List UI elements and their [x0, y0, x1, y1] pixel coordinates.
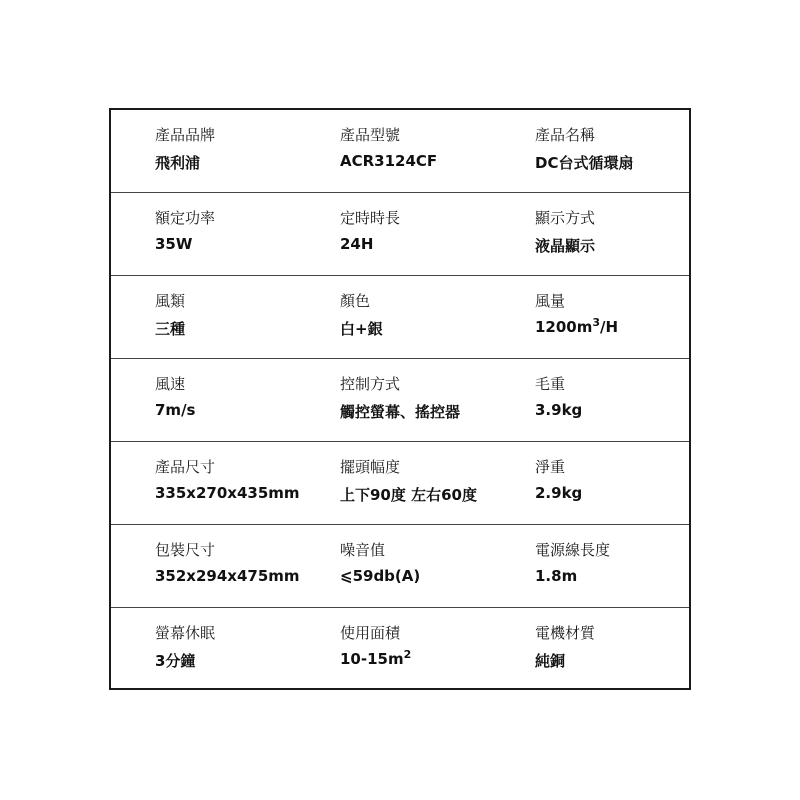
spec-value-sup: 3: [592, 316, 601, 329]
spec-label: 風類: [155, 292, 186, 310]
spec-label: 螢幕休眠: [155, 624, 216, 642]
spec-label: 定時時長: [340, 209, 401, 227]
spec-label: 電機材質: [535, 624, 596, 642]
spec-label: 顯示方式: [535, 209, 596, 227]
spec-label: 淨重: [535, 458, 566, 476]
spec-value: 2.9kg: [535, 484, 583, 502]
spec-value-sup: 2: [403, 648, 412, 661]
spec-label: 控制方式: [340, 375, 401, 393]
spec-label: 風速: [155, 375, 186, 393]
spec-label: 產品型號: [340, 126, 401, 144]
spec-value-main: 1200m: [535, 318, 593, 336]
spec-label: 毛重: [535, 375, 566, 393]
spec-value: ACR3124CF: [340, 152, 438, 170]
spec-row: [111, 276, 689, 359]
spec-label: 產品品牌: [155, 126, 216, 144]
spec-value-main: 10-15m: [340, 650, 404, 668]
spec-label: 擺頭幅度: [340, 458, 401, 476]
spec-value: 飛利浦: [155, 154, 201, 172]
spec-value: 335x270x435mm: [155, 484, 300, 502]
spec-value: [340, 650, 411, 668]
spec-row: [111, 525, 689, 608]
spec-value: 觸控螢幕、搖控器: [340, 403, 461, 421]
spec-label: 產品名稱: [535, 126, 596, 144]
spec-value: 3.9kg: [535, 401, 583, 419]
spec-value: 上下90度 左右60度: [340, 486, 477, 504]
spec-row: [111, 359, 689, 442]
spec-value: [535, 318, 618, 336]
spec-label: 電源線長度: [535, 541, 611, 559]
spec-value: 三種: [155, 320, 186, 338]
spec-value: 352x294x475mm: [155, 567, 300, 585]
spec-value-suffix: /H: [600, 318, 619, 336]
spec-row: [111, 442, 689, 525]
spec-row: [111, 193, 689, 276]
spec-value: 35W: [155, 235, 193, 253]
spec-label: 噪音值: [340, 541, 386, 559]
spec-value: 純銅: [535, 652, 566, 670]
spec-value: ⩽59db(A): [340, 567, 421, 585]
spec-value: 液晶顯示: [535, 237, 596, 255]
spec-row: [111, 110, 689, 193]
spec-value: 3分鐘: [155, 652, 196, 670]
spec-value: 1.8m: [535, 567, 578, 585]
spec-label: 使用面積: [340, 624, 401, 642]
spec-label: 顏色: [340, 292, 371, 310]
spec-value: 24H: [340, 235, 374, 253]
spec-value: DC台式循環扇: [535, 154, 634, 172]
spec-label: 包裝尺寸: [155, 541, 216, 559]
spec-value: 白+銀: [340, 320, 383, 338]
spec-label: 產品尺寸: [155, 458, 216, 476]
spec-row: [111, 608, 689, 688]
spec-table: [109, 108, 691, 690]
spec-label: 額定功率: [155, 209, 216, 227]
spec-value: 7m/s: [155, 401, 196, 419]
spec-label: 風量: [535, 292, 566, 310]
